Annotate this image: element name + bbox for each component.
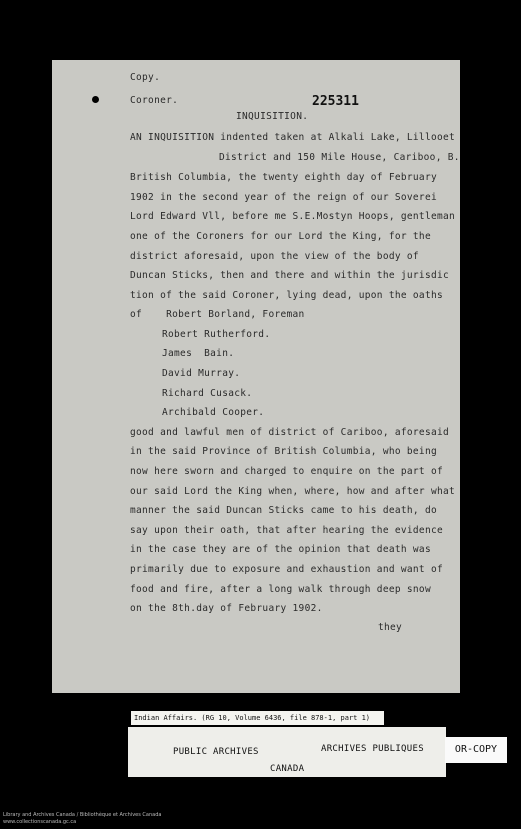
text-line: manner the said Duncan Sticks came to his death, do bbox=[130, 505, 437, 516]
text-line: AN INQUISITION indented taken at Alkali Lake, Lillooet bbox=[130, 132, 456, 143]
text-line: on the 8th.day of February 1902. bbox=[130, 603, 323, 614]
text-line: District and 150 Mile House, Cariboo, B. bbox=[219, 152, 460, 163]
file-reference-tag: Indian Affairs. (RG 10, Volume 6436, file 878-1, part 1) bbox=[131, 711, 384, 725]
stamp-canada: CANADA bbox=[270, 764, 305, 774]
text-line: Lord Edward Vll, before me S.E.Mostyn Hoops, gentleman bbox=[130, 211, 456, 222]
juror-line: Archibald Cooper. bbox=[162, 407, 265, 418]
text-line: Duncan Sticks, then and there and within the jurisdic bbox=[130, 270, 450, 281]
stamp-public-archives: PUBLIC ARCHIVES bbox=[173, 747, 259, 757]
footer-url: www.collectionscanada.gc.ca bbox=[3, 819, 77, 825]
juror-line: David Murray. bbox=[162, 368, 241, 379]
text-line: tion of the said Coroner, lying dead, upon the oaths bbox=[130, 290, 444, 301]
coroner-label: Coroner. bbox=[130, 95, 179, 106]
text-line: say upon their oath, that after hearing the evidence bbox=[130, 525, 444, 536]
text-line: British Columbia, the twenty eighth day of February bbox=[130, 172, 437, 183]
document-number: 225311 bbox=[312, 94, 359, 109]
text-line: one of the Coroners for our Lord the King, for the bbox=[130, 231, 431, 242]
juror-line: Robert Rutherford. bbox=[162, 329, 271, 340]
document-title: INQUISITION. bbox=[236, 111, 309, 122]
text-line: 1902 in the second year of the reign of our Soverei bbox=[130, 192, 437, 203]
juror-line: James Bain. bbox=[162, 348, 235, 359]
text-line: in the case they are of the opinion that death was bbox=[130, 544, 431, 555]
punch-hole-mark bbox=[92, 96, 99, 103]
text-line: our said Lord the King when, where, how and after what bbox=[130, 486, 456, 497]
text-line: good and lawful men of district of Cariboo, aforesaid bbox=[130, 427, 450, 438]
footer-credit: Library and Archives Canada / Bibliothèque et Archives Canada bbox=[3, 812, 162, 818]
text-line: in the said Province of British Columbia, who being bbox=[130, 446, 437, 457]
stamp-archives-publiques: ARCHIVES PUBLIQUES bbox=[321, 744, 424, 754]
text-line: now here sworn and charged to enquire on the part of bbox=[130, 466, 444, 477]
or-copy-label: OR-COPY bbox=[445, 737, 507, 763]
text-line: food and fire, after a long walk through deep snow bbox=[130, 584, 431, 595]
juror-line: Richard Cusack. bbox=[162, 388, 253, 399]
catchword: they bbox=[378, 622, 403, 633]
text-line: district aforesaid, upon the view of the body of bbox=[130, 251, 419, 262]
text-line: primarily due to exposure and exhaustion and want of bbox=[130, 564, 444, 575]
copy-label: Copy. bbox=[130, 72, 161, 83]
juror-line: of Robert Borland, Foreman bbox=[130, 309, 305, 320]
